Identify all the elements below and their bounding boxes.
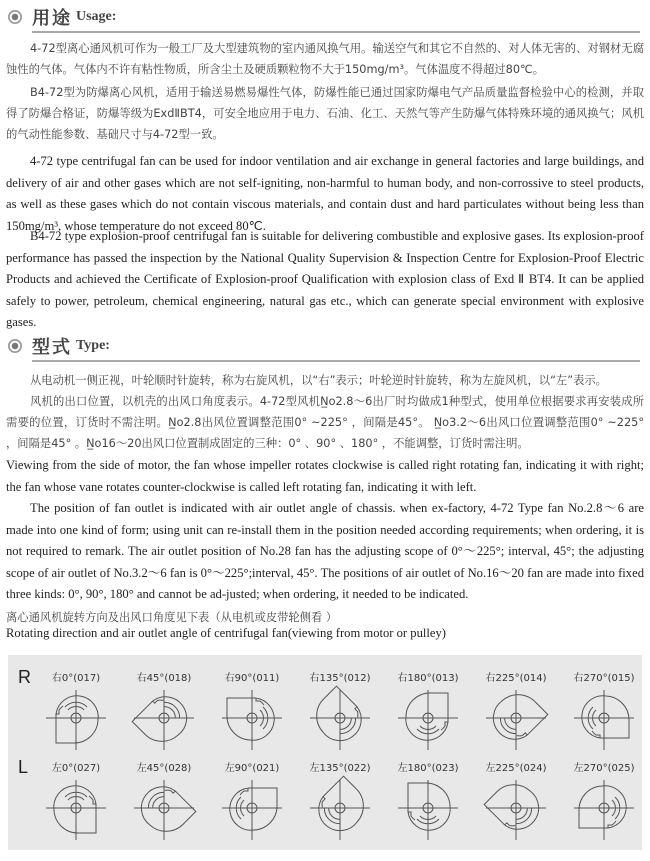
impeller-arc xyxy=(497,718,516,737)
impeller-arc xyxy=(164,699,183,718)
fan-housing-icon xyxy=(481,683,551,753)
fan-diagram-right-180 xyxy=(388,669,468,749)
type-heading-zh: 型式 xyxy=(32,337,72,358)
fan-diagram-label: 右225°(014) xyxy=(485,673,547,684)
fan-housing-icon xyxy=(41,683,111,753)
impeller-arc xyxy=(516,808,535,827)
fan-housing-outline xyxy=(230,788,277,830)
fan-housing-icon xyxy=(305,773,375,843)
fan-housing-icon xyxy=(569,773,639,843)
row-letter-left: L xyxy=(18,757,29,777)
impeller-arc xyxy=(502,718,516,732)
fan-diagram-label: 左90°(021) xyxy=(224,763,280,774)
usage-divider xyxy=(32,31,640,33)
impeller-arc xyxy=(326,808,340,822)
fan-housing-icon xyxy=(393,683,463,753)
fan-housing-icon xyxy=(569,683,639,753)
usage-section-header xyxy=(6,4,640,30)
table-caption-en: Rotating direction and air outlet angle of centrifugal fan(viewing from motor or pulley) xyxy=(6,626,446,640)
fan-diagram-left-135 xyxy=(300,759,380,839)
type-paragraph-zh-2: 风机的出口位置，以机壳的出风口角度表示。4-72型风机N̲o2.8～6出厂时均做成1种型式，使用单位根据要求再安装成所需要的位置，订货时不需注明。N̲o2.8出风位置调整范围0° ~225° ，间隔是45°。 N̲o3.2～6出风口位置调整范围0° ~225° ，间隔是45° 。N̲o16～20出风口位置制成固定的三种：0° 、90° 、180° ，不能调整，订货时需注明。 xyxy=(6,395,644,450)
type-paragraph-zh-1: 从电动机一侧正视，叶轮顺时针旋转，称为右旋风机，以“右”表示；叶轮逆时针旋转，称为左旋风机，以“左”表示。 xyxy=(30,374,607,387)
usage-heading-zh: 用途 xyxy=(32,8,72,29)
bullet-circle-icon xyxy=(8,339,22,353)
fan-housing-outline xyxy=(406,693,448,740)
fan-diagram-label: 左180°(023) xyxy=(397,763,459,774)
table-caption-zh: 离心通风机旋转方向及出风口角度见下表（从电机或皮带轮侧看 ） xyxy=(6,611,338,624)
bullet-circle-icon xyxy=(8,10,22,24)
fan-housing-outline xyxy=(579,786,626,828)
usage-paragraph-en-1: 4-72 type centrifugal fan can be used for indoor ventilation and air exchange in general factories and large buildings, and delivery of air and other gases which are not self-igniting, non-harmful to human body, and non-corrossive to steel products, as well as these gases which do not contain viscous materials, and contain dust and hard particulates without being less than 150mg/m³, whose temperature do not exceed 80℃. xyxy=(6,154,644,233)
impeller-arc xyxy=(340,718,359,737)
usage-paragraph-zh-2: B4-72型为防爆离心风机，适用于输送易燃易爆性气体，防爆性能已通过国家防爆电气产品质量监督检验中心的检测，并取得了防爆合格证，防爆等级为ExdⅡBT4，可安全地应用于电力、石油、化工、天然气等产生防爆气体特殊环境的通风换气；风机的气动性能参数、基础尺寸与4-72型一致。 xyxy=(6,86,644,141)
impeller-arc xyxy=(516,808,530,822)
fan-diagram-left-0 xyxy=(36,759,116,839)
type-divider xyxy=(32,360,640,362)
fan-diagram-label: 左45°(028) xyxy=(136,763,192,774)
fan-diagram-label: 右180°(013) xyxy=(397,673,459,684)
fan-diagram-label: 左0°(027) xyxy=(51,763,101,774)
fan-housing-outline xyxy=(582,696,629,738)
fan-diagram-left-90 xyxy=(212,759,292,839)
impeller-arc xyxy=(164,704,178,718)
fan-housing-icon xyxy=(217,773,287,843)
fan-diagram-right-135 xyxy=(300,669,380,749)
usage-paragraph-zh-1: 4-72型离心通风机可作为一般工厂及大型建筑物的室内通风换气用。输送空气和其它不自然的、对人体无害的、对钢材无腐蚀性的气体。气体内不许有粘性物质，所含尘土及硬质颗粒物不大于150mg/m³。气体温度不得超过80℃。 xyxy=(6,42,644,76)
fan-housing-icon xyxy=(217,683,287,753)
fan-housing-icon xyxy=(129,773,199,843)
fan-diagram-left-45 xyxy=(124,759,204,839)
fan-housing-outline xyxy=(227,698,274,740)
type-paragraph-en-2: The position of fan outlet is indicated with air outlet angle of chassis. when ex-factory, 4-72 Type fan No.2.8～6 are made into one kind of form; using unit can re-install them in the position needed according requirements; when ordering, it is not required to remark. The air outlet position of No.28 fan has the adjusting scope of 0°～225°; interval, 45°; the adjusting scope of air outlet of No.3.2～6 fan is 0°～225°;interval, 45°. The positions of air outlet of No.16～20 fan are made into fixed three kinds: 0°, 90°, 180° and cannot be ad-justed; when ordering, it needed to be indicated. xyxy=(6,501,644,601)
impeller-arc xyxy=(340,718,354,732)
fan-diagram-label: 右45°(018) xyxy=(136,673,192,684)
fan-diagram-left-225 xyxy=(476,759,556,839)
usage-heading-en: Usage: xyxy=(76,9,117,24)
fan-housing-icon xyxy=(41,773,111,843)
fan-diagram-label: 右135°(012) xyxy=(309,673,371,684)
fan-diagram-left-180 xyxy=(388,759,468,839)
type-paragraph-en-1: Viewing from the side of motor, the fan whose impeller rotates clockwise is called right rotating fan, indicating it with right; the fan whose vane rotates counter-clockwise is called left rotating fan, indicating it with left. xyxy=(6,458,644,494)
fan-diagram-label: 左225°(024) xyxy=(485,763,547,774)
impeller-arc xyxy=(145,789,164,808)
fan-diagram-label: 右270°(015) xyxy=(573,673,635,684)
fan-diagram-right-225 xyxy=(476,669,556,749)
fan-diagram-label: 右0°(017) xyxy=(51,673,101,684)
fan-housing-icon xyxy=(129,683,199,753)
fan-diagram-right-90 xyxy=(212,669,292,749)
type-section-header xyxy=(6,333,640,359)
fan-diagram-right-270 xyxy=(564,669,644,749)
fan-housing-outline xyxy=(56,696,98,743)
fan-direction-panel xyxy=(8,655,642,850)
row-letter-right: R xyxy=(18,667,31,687)
fan-housing-icon xyxy=(481,773,551,843)
fan-housing-outline xyxy=(54,786,96,833)
fan-diagram-label: 左270°(025) xyxy=(573,763,635,774)
impeller-arc xyxy=(321,808,340,827)
fan-housing-icon xyxy=(305,683,375,753)
fan-diagram-right-0 xyxy=(36,669,116,749)
fan-housing-outline xyxy=(408,783,450,830)
fan-diagram-left-270 xyxy=(564,759,644,839)
usage-paragraph-en-2: B4-72 type explosion-proof centrifugal fan is suitable for delivering combustible and explosive gases. Its explosion-proof performance has passed the inspection by the National Quality Supervision & Inspection Centre for Explosion-Proof Electric Products and achieved the Certificate of Explosion-proof Qualification with explosion class of Exd Ⅱ BT4. It can be applied safely to power, petroleum, chemical engineering, natural gas etc., which can generate special environment with explosive gases. xyxy=(6,229,644,329)
fan-housing-icon xyxy=(393,773,463,843)
fan-diagram-label: 右90°(011) xyxy=(224,673,280,684)
type-heading-en: Type: xyxy=(76,338,110,353)
fan-diagram-label: 左135°(022) xyxy=(309,763,371,774)
fan-diagram-right-45 xyxy=(124,669,204,749)
impeller-arc xyxy=(150,794,164,808)
